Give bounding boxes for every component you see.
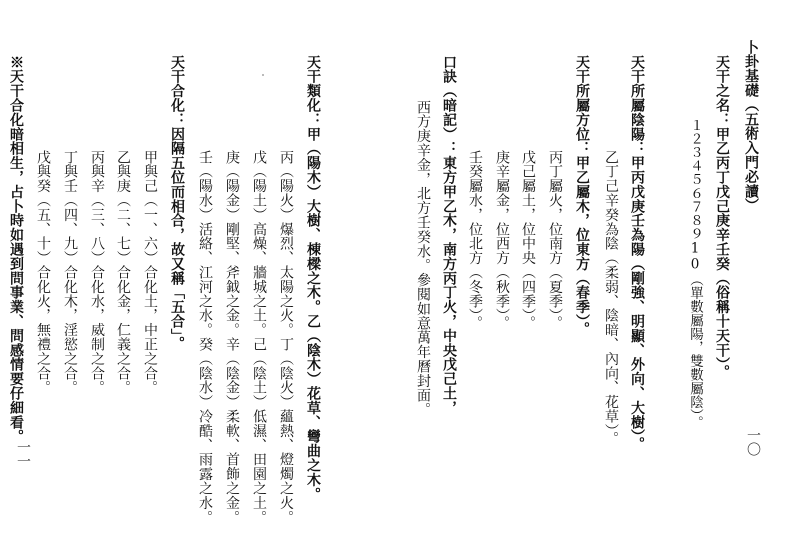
page-number: 一一 <box>15 440 31 468</box>
text-column: 丙（陽火）爆烈、太陽之火。丁（陰火）蘊熱、燈燭之火。 <box>278 150 294 525</box>
text-column: 戊（陽土）高燥、牆城之土。己（陰土）低濕、田園之土。 <box>251 150 267 525</box>
text-column: 丁與壬（四、九）合化木，淫慾之合。 <box>62 150 78 395</box>
text-column: 甲與己（一、六）合化土，中正之合。 <box>142 150 158 395</box>
text-column: 乙與庚（二、七）合化金，仁義之合。 <box>115 150 131 395</box>
note-column: ※天干合化暗相生，占卜時如遇到問事業、問感情要仔細看。 <box>8 55 24 444</box>
text-column: 天干合化：因隔五位而相合，故又稱「五合」。 <box>169 55 185 351</box>
text-column: 西方庚辛金，北方壬癸水。參閱如意萬年曆封面。 <box>415 100 431 417</box>
text-column: １２３４５６７８９10（單數屬陽，雙數屬陰）。 <box>687 118 703 430</box>
text-column: 天干所屬陰陽：甲丙戊庚壬為陽（剛強、明顯、外向、大樹）。 <box>629 55 645 452</box>
page-number: 一〇 <box>745 428 761 456</box>
text-column: 壬癸屬水，位北方（冬季）。 <box>467 150 483 331</box>
text-column: 天干所屬方位：甲乙屬木，位東方（春季）。 <box>574 55 590 336</box>
text-column: 天干類化：甲（陽木）大樹、棟樑之木。乙（陰木）花草、彎曲之木。 <box>305 55 321 502</box>
book-title: 卜卦基礎（五術入門必讀） <box>743 40 759 213</box>
text-column: 壬（陽水）活絡、江河之水。癸（陰水）冷酷、雨露之水。 <box>197 150 213 525</box>
text-column: 庚（陽金）剛堅、斧鉞之金。辛（陰金）柔軟、首飾之金。 <box>224 150 240 525</box>
text-column: 戊己屬土，位中央（四季）。 <box>520 150 536 331</box>
text-column: 口訣（暗記）：東方甲乙木，南方丙丁火，中央戊己土， <box>441 55 457 415</box>
text-column: 丙與辛（三、八）合化水，威制之合。 <box>89 150 105 395</box>
gutter-mark <box>262 74 264 76</box>
text-column: 天干之名：甲乙丙丁戊己庚辛壬癸（俗稱十天干）。 <box>714 55 730 380</box>
text-column: 戊與癸（五、十）合化火，無禮之合。 <box>35 150 51 395</box>
text-column: 乙丁己辛癸為陰（柔弱、陰暗、內向、花草）。 <box>603 150 619 446</box>
text-column: 丙丁屬火，位南方（夏季）。 <box>547 150 563 331</box>
text-column: 庚辛屬金，位西方（秋季）。 <box>494 150 510 331</box>
